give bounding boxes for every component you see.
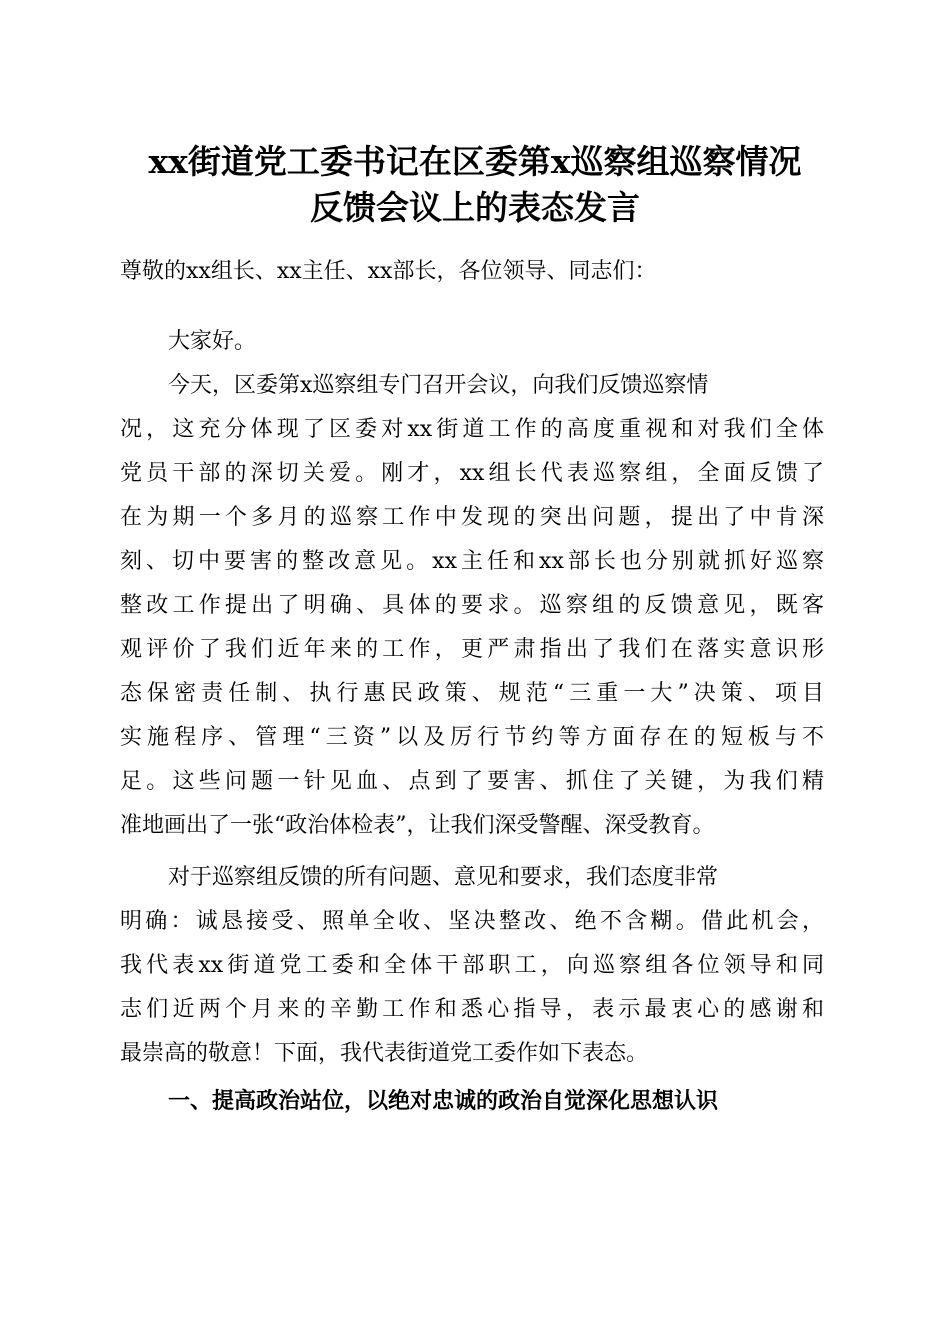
paragraph-1-line: 党员干部的深切关爱。刚才，xx组长代表巡察组，全面反馈了 bbox=[120, 461, 824, 486]
salutation: 尊敬的xx组长、xx主任、xx部长，各位领导、同志们： bbox=[120, 259, 657, 284]
greeting: 大家好。 bbox=[168, 329, 257, 354]
section-heading-1: 一、提高政治站位，以绝对忠诚的政治自觉深化思想认识 bbox=[168, 1089, 719, 1114]
paragraph-2-line: 我代表xx街道党工委和全体干部职工，向巡察组各位领导和同 bbox=[120, 953, 824, 978]
document-title-line-1: xx街道党工委书记在区委第x巡察组巡察情况 bbox=[148, 142, 802, 181]
paragraph-1-line: 今天，区委第x巡察组专门召开会议，向我们反馈巡察情 bbox=[168, 373, 709, 398]
paragraph-1-line: 在为期一个多月的巡察工作中发现的突出问题，提出了中肯深 bbox=[120, 505, 824, 530]
paragraph-1-line: 况，这充分体现了区委对xx街道工作的高度重视和对我们全体 bbox=[120, 417, 824, 442]
paragraph-1-line: 准地画出了一张“政治体检表”，让我们深受警醒、深受教育。 bbox=[120, 813, 715, 838]
paragraph-2-line: 明确：诚恳接受、照单全收、坚决整改、绝不含糊。借此机会， bbox=[120, 909, 824, 934]
document-title-line-2: 反馈会议上的表态发言 bbox=[310, 188, 640, 227]
paragraph-2-line: 志们近两个月来的辛勤工作和悉心指导，表示最衷心的感谢和 bbox=[120, 997, 824, 1022]
paragraph-1-line: 态保密责任制、执行惠民政策、规范“三重一大”决策、项目 bbox=[120, 681, 824, 706]
paragraph-2-line: 最崇高的敬意！下面，我代表街道党工委作如下表态。 bbox=[120, 1041, 649, 1066]
paragraph-1-line: 整改工作提出了明确、具体的要求。巡察组的反馈意见，既客 bbox=[120, 593, 824, 618]
paragraph-1-line: 刻、切中要害的整改意见。xx主任和xx部长也分别就抓好巡察 bbox=[120, 549, 824, 574]
paragraph-1-line: 观评价了我们近年来的工作，更严肃指出了我们在落实意识形 bbox=[120, 637, 824, 662]
paragraph-2-line: 对于巡察组反馈的所有问题、意见和要求，我们态度非常 bbox=[168, 865, 719, 890]
paragraph-1-line: 足。这些问题一针见血、点到了要害、抓住了关键，为我们精 bbox=[120, 769, 824, 794]
paragraph-1-line: 实施程序、管理“三资”以及厉行节约等方面存在的短板与不 bbox=[120, 725, 824, 750]
